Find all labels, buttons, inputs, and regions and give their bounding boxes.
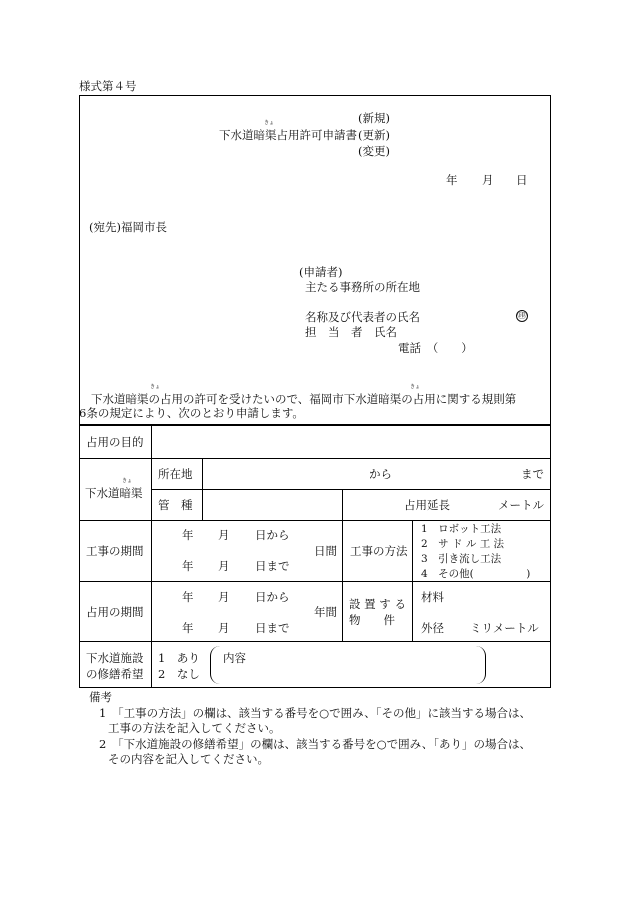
object-label-2: 物 件	[349, 613, 395, 627]
method-option-saddle: 2 サ ド ル 工 法	[421, 538, 505, 550]
table-right-border	[550, 425, 551, 688]
statement-line-2: 6条の規定により、次のとおり申請します。	[79, 406, 304, 420]
method-option-robot: 1 ロボット工法	[421, 523, 502, 535]
form-title: 下水道暗渠占用許可申請書	[219, 128, 357, 142]
occ-from-year: 年	[182, 590, 194, 604]
note-2-line-2: その内容を記入してください。	[108, 752, 269, 766]
occ-from-month: 月	[218, 590, 230, 604]
repair-content-label: 内容	[223, 651, 246, 665]
middle-column-divider	[342, 489, 343, 641]
method-option-other: 4 その他( )	[421, 568, 531, 580]
occ-from-day: 日から	[255, 590, 290, 604]
work-to-month: 月	[218, 559, 230, 573]
method-option-pull: 3 引き流し工法	[421, 553, 502, 565]
statement-line-1: 下水道暗渠の占用の許可を受けたいので、福岡市下水道暗渠の占用に関する規則第	[91, 392, 517, 406]
representative-name-label: 名称及び代表者の氏名	[305, 310, 420, 324]
repair-content-bracket	[210, 646, 486, 684]
label-column-divider	[151, 425, 152, 688]
length-unit: メートル	[498, 498, 544, 512]
date-month: 月	[482, 173, 494, 187]
occ-to-day: 日まで	[255, 621, 290, 635]
occ-years-unit: 年間	[314, 605, 337, 619]
work-to-year: 年	[182, 559, 194, 573]
notes-heading: 備考	[89, 690, 112, 704]
date-day: 日	[516, 173, 528, 187]
diameter-unit: ミリメートル	[470, 621, 539, 635]
location-label: 所在地	[158, 467, 193, 481]
repair-option-yes: 1 あり	[158, 651, 200, 665]
occ-to-year: 年	[182, 621, 194, 635]
row-divider-4	[79, 641, 551, 642]
length-label: 占用延長	[404, 498, 450, 512]
work-from-day: 日から	[255, 528, 290, 542]
title-option-change: (変更)	[358, 144, 390, 158]
addressee: (宛先)福岡市長	[89, 220, 167, 234]
work-from-month: 月	[218, 528, 230, 542]
location-to: まで	[521, 467, 544, 481]
culvert-label: 下水道暗渠	[85, 486, 143, 500]
purpose-label: 占用の目的	[86, 435, 144, 449]
occ-to-month: 月	[218, 621, 230, 635]
location-from: から	[369, 467, 392, 481]
work-method-label: 工事の方法	[350, 544, 408, 558]
repair-label-1: 下水道施設	[86, 651, 144, 665]
row-divider-1	[79, 458, 551, 459]
note-2-line-1: 2 「下水道施設の修繕希望」の欄は、該当する番号を○で囲み、「あり」の場合は、	[99, 737, 532, 751]
title-option-new: (新規)	[358, 111, 390, 125]
culvert-ruby: きょ	[122, 478, 133, 484]
row-divider-culvert	[151, 489, 551, 490]
office-address-label: 主たる事務所の所在地	[305, 280, 420, 294]
table-top-border	[79, 425, 551, 426]
row-divider-3	[79, 581, 551, 582]
statement-ruby-1: きょ	[150, 384, 161, 390]
repair-option-no: 2 なし	[158, 667, 200, 681]
diameter-label: 外径	[421, 621, 444, 635]
table-bottom-border	[79, 687, 551, 688]
work-to-day: 日まで	[255, 559, 290, 573]
occupancy-period-label: 占用の期間	[86, 605, 144, 619]
seal-mark: ㊞	[517, 311, 527, 321]
applicant-heading: (申請者)	[299, 265, 343, 279]
material-label: 材料	[421, 590, 444, 604]
phone-label: 電話 （ ）	[398, 341, 473, 355]
note-1-line-1: 1 「工事の方法」の欄は、該当する番号を○で囲み、「その他」に該当する場合は、	[99, 706, 532, 720]
table-left-border	[79, 425, 80, 688]
work-period-label: 工事の期間	[86, 544, 144, 558]
work-from-year: 年	[182, 528, 194, 542]
right-column-divider	[412, 520, 413, 641]
repair-label-2: の修繕希望	[86, 667, 144, 681]
title-option-renew: (更新)	[358, 128, 390, 142]
date-year: 年	[446, 173, 458, 187]
pipe-type-label: 管 種	[158, 498, 193, 512]
note-1-line-2: 工事の方法を記入してください。	[108, 721, 281, 735]
object-label-1: 設 置 す る	[349, 597, 406, 611]
contact-person-label: 担 当 者 氏名	[305, 325, 397, 339]
application-header-box	[79, 95, 551, 425]
culvert-sub-divider	[202, 458, 203, 520]
form-number: 様式第４号	[79, 79, 137, 93]
work-days-unit: 日間	[314, 544, 337, 558]
title-ruby: きょ	[264, 120, 275, 126]
statement-ruby-2: きょ	[410, 384, 421, 390]
